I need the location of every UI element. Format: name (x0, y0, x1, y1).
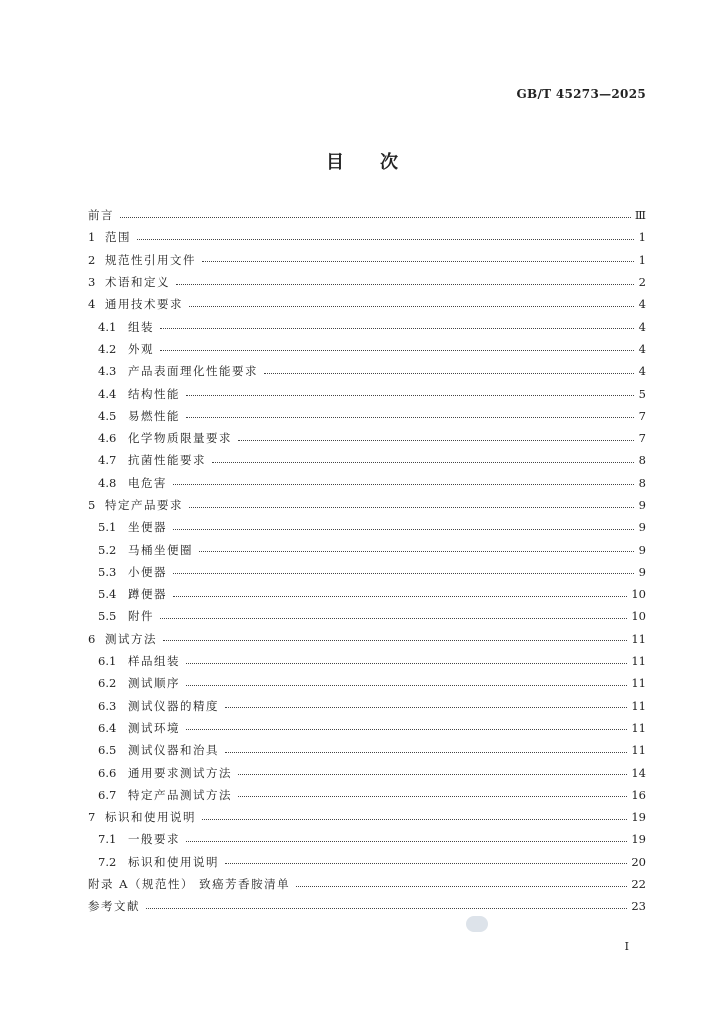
page-number: I (624, 940, 629, 953)
toc-entry-number: 4.5 (98, 408, 117, 423)
toc-dot-leader (186, 417, 634, 418)
toc-entry-number: 6.3 (98, 698, 117, 713)
toc-entry[interactable] (88, 315, 646, 337)
toc-entry[interactable] (88, 538, 646, 560)
toc-entry-title: 标识和使用说明 (105, 810, 196, 825)
toc-entry-number: 6 (88, 631, 96, 646)
toc-entry[interactable] (88, 695, 646, 717)
toc-entry-title: 产品表面理化性能要求 (128, 364, 258, 379)
toc-entry[interactable] (88, 271, 646, 293)
toc-entry-number: 5.4 (98, 587, 117, 602)
toc-entry-page: 7 (638, 408, 646, 423)
toc-entry-title: 测试环境 (128, 720, 180, 735)
toc-entry-page: 23 (631, 899, 646, 914)
toc-entry-number: 6.4 (98, 720, 117, 735)
table-of-contents (88, 204, 646, 918)
toc-dot-leader (202, 261, 634, 262)
toc-entry-number: 5.3 (98, 564, 117, 579)
toc-entry[interactable] (88, 739, 646, 761)
toc-entry-page: 4 (638, 364, 646, 379)
toc-entry-title: 附件 (128, 609, 154, 624)
toc-entry-title: 参考文献 (88, 899, 140, 914)
toc-entry-title: 化学物质限量要求 (128, 431, 232, 446)
toc-dot-leader (173, 596, 627, 597)
toc-entry[interactable] (88, 472, 646, 494)
toc-dot-leader (120, 217, 631, 218)
toc-entry-number: 6.5 (98, 743, 117, 758)
toc-entry[interactable] (88, 628, 646, 650)
toc-entry-page: 11 (631, 743, 646, 758)
toc-entry-title: 电危害 (128, 475, 167, 490)
toc-entry[interactable] (88, 249, 646, 271)
toc-dot-leader (238, 774, 627, 775)
toc-entry[interactable] (88, 761, 646, 783)
toc-entry-title: 规范性引用文件 (105, 252, 196, 267)
toc-entry[interactable] (88, 427, 646, 449)
toc-entry-title: 特定产品测试方法 (128, 787, 232, 802)
toc-entry-number: 4.7 (98, 453, 117, 468)
toc-entry-title: 通用要求测试方法 (128, 765, 232, 780)
toc-dot-leader (173, 573, 634, 574)
toc-dot-leader (202, 819, 627, 820)
toc-dot-leader (225, 863, 627, 864)
toc-entry[interactable] (88, 516, 646, 538)
toc-entry-number: 5 (88, 498, 96, 512)
toc-entry-page: 19 (631, 832, 646, 847)
toc-entry-number: 4.1 (98, 319, 117, 334)
toc-dot-leader (238, 440, 634, 441)
toc-entry[interactable] (88, 583, 646, 605)
toc-entry-page: Ⅲ (634, 208, 646, 223)
toc-entry-number: 5.5 (98, 609, 117, 624)
toc-entry-number: 4.4 (98, 386, 117, 401)
toc-entry-page: 22 (631, 877, 646, 892)
toc-entry-title: 测试仪器的精度 (128, 698, 219, 713)
toc-entry-page: 11 (631, 698, 646, 713)
toc-entry[interactable] (88, 204, 646, 226)
toc-entry[interactable] (88, 338, 646, 360)
toc-entry-number: 1 (88, 230, 96, 245)
toc-entry[interactable] (88, 672, 646, 694)
toc-entry-page: 1 (638, 230, 646, 245)
toc-entry-number: 6.1 (98, 654, 117, 669)
toc-dot-leader (173, 529, 634, 530)
toc-entry-page: 16 (631, 787, 646, 802)
page-title: 目次 (326, 152, 434, 173)
toc-entry-title: 马桶坐便圈 (128, 542, 193, 557)
toc-entry-page: 11 (631, 631, 646, 646)
watermark-logo-icon (466, 916, 488, 932)
toc-dot-leader (186, 663, 627, 664)
toc-entry-page: 7 (638, 431, 646, 446)
toc-entry-number: 4.3 (98, 364, 117, 379)
toc-entry-number: 4.8 (98, 475, 117, 490)
toc-entry-title: 样品组装 (128, 654, 180, 669)
toc-entry-number: 7.2 (98, 854, 117, 869)
toc-entry-page: 10 (631, 609, 646, 624)
toc-entry[interactable] (88, 561, 646, 583)
toc-entry-title: 范围 (105, 230, 131, 245)
document-code: GB/T 45273—2025 (516, 87, 646, 101)
toc-entry[interactable] (88, 382, 646, 404)
toc-entry-title: 附录 A（规范性） 致癌芳香胺清单 (88, 877, 291, 892)
toc-entry-title: 标识和使用说明 (128, 854, 219, 869)
toc-dot-leader (296, 886, 627, 887)
toc-dot-leader (225, 752, 627, 753)
toc-dot-leader (189, 306, 634, 307)
toc-entry-page: 11 (631, 654, 646, 669)
toc-entry-number: 7.1 (98, 832, 117, 847)
toc-dot-leader (225, 707, 627, 708)
toc-entry-page: 19 (631, 810, 646, 825)
toc-entry-page: 10 (631, 587, 646, 602)
toc-entry-number: 4.6 (98, 431, 117, 446)
toc-dot-leader (189, 507, 634, 508)
toc-entry-page: 9 (638, 542, 646, 557)
toc-entry[interactable] (88, 717, 646, 739)
toc-entry[interactable] (88, 360, 646, 382)
toc-entry-title: 蹲便器 (128, 587, 167, 602)
toc-entry[interactable] (88, 293, 646, 315)
toc-entry[interactable] (88, 650, 646, 672)
toc-entry-page: 2 (638, 275, 646, 290)
toc-dot-leader (160, 350, 634, 351)
toc-dot-leader (199, 551, 634, 552)
toc-entry-page: 9 (638, 520, 646, 535)
toc-entry-page: 4 (638, 319, 646, 334)
toc-dot-leader (186, 685, 627, 686)
toc-entry-number: 6.7 (98, 787, 117, 802)
toc-entry-number: 4.2 (98, 341, 117, 356)
toc-entry-page: 1 (638, 252, 646, 267)
toc-entry-number: 5.2 (98, 542, 117, 557)
toc-entry-title: 特定产品要求 (105, 498, 183, 512)
toc-entry[interactable] (88, 784, 646, 806)
toc-dot-leader (238, 796, 627, 797)
toc-entry-number: 4 (88, 297, 96, 312)
toc-entry-page: 11 (631, 720, 646, 735)
toc-entry-page: 20 (631, 854, 646, 869)
toc-entry-number: 3 (88, 275, 96, 290)
toc-entry-page: 4 (638, 297, 646, 312)
toc-dot-leader (137, 239, 634, 240)
toc-entry[interactable] (88, 226, 646, 248)
toc-entry-title: 测试方法 (105, 631, 157, 646)
toc-entry-page: 9 (638, 498, 646, 512)
toc-entry-title: 通用技术要求 (105, 297, 183, 312)
toc-entry-title: 坐便器 (128, 520, 167, 535)
toc-entry-page: 4 (638, 341, 646, 356)
toc-dot-leader (212, 462, 634, 463)
toc-dot-leader (186, 395, 634, 396)
toc-dot-leader (186, 841, 627, 842)
toc-entry-title: 术语和定义 (105, 275, 170, 290)
toc-dot-leader (176, 284, 634, 285)
toc-entry[interactable] (88, 806, 646, 828)
toc-entry-number: 6.2 (98, 676, 117, 691)
toc-dot-leader (264, 373, 634, 374)
toc-dot-leader (186, 729, 627, 730)
toc-entry-page: 8 (638, 453, 646, 468)
toc-entry-title: 组装 (128, 319, 154, 334)
toc-entry-page: 9 (638, 564, 646, 579)
toc-dot-leader (173, 484, 634, 485)
toc-entry[interactable] (88, 873, 646, 895)
toc-entry-page: 14 (631, 765, 646, 780)
toc-entry-number: 7 (88, 810, 96, 825)
toc-entry-title: 一般要求 (128, 832, 180, 847)
toc-entry-title: 小便器 (128, 564, 167, 579)
toc-entry[interactable] (88, 449, 646, 471)
toc-entry-number: 2 (88, 252, 96, 267)
toc-entry-title: 外观 (128, 341, 154, 356)
toc-entry-page: 8 (638, 475, 646, 490)
toc-entry-page: 11 (631, 676, 646, 691)
toc-entry-title: 测试顺序 (128, 676, 180, 691)
toc-dot-leader (163, 640, 627, 641)
toc-dot-leader (160, 328, 634, 329)
toc-entry[interactable] (88, 405, 646, 427)
toc-entry-title: 结构性能 (128, 386, 180, 401)
toc-entry-page: 5 (638, 386, 646, 401)
toc-entry[interactable] (88, 851, 646, 873)
toc-entry-number: 5.1 (98, 520, 117, 535)
toc-entry-title: 抗菌性能要求 (128, 453, 206, 468)
toc-entry-title: 易燃性能 (128, 408, 180, 423)
toc-entry-title: 测试仪器和治具 (128, 743, 219, 758)
toc-entry[interactable] (88, 828, 646, 850)
toc-entry[interactable] (88, 895, 646, 917)
toc-dot-leader (160, 618, 627, 619)
toc-dot-leader (146, 908, 627, 909)
toc-entry[interactable] (88, 494, 646, 516)
toc-entry-title: 前言 (88, 208, 114, 223)
toc-entry-number: 6.6 (98, 765, 117, 780)
toc-entry[interactable] (88, 605, 646, 627)
